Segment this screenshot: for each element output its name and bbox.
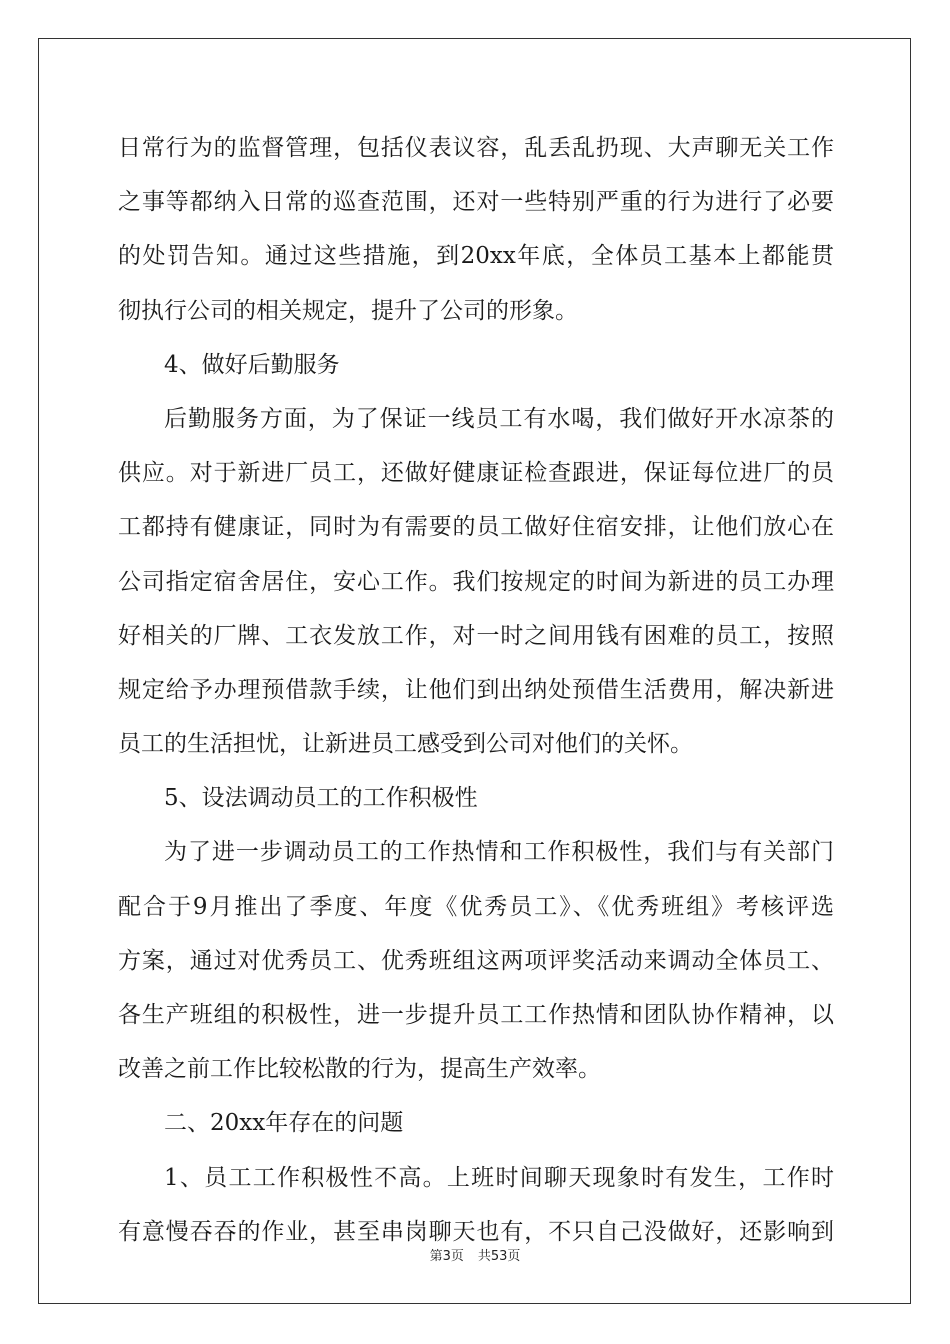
document-body xyxy=(118,121,834,1259)
text-line: 1、员工工作积极性不高。上班时间聊天现象时有发生，工作时 xyxy=(164,1164,834,1191)
paragraph xyxy=(118,1096,834,1150)
text-line: 好相关的厂牌、工衣发放工作，对一时之间用钱有困难的员工，按照 xyxy=(118,622,834,649)
text-line: 工都持有健康证，同时为有需要的员工做好住宿安排，让他们放心在 xyxy=(118,514,834,541)
text-line: 日常行为的监督管理，包括仪表议容，乱丢乱扔现、大声聊无关工作 xyxy=(118,135,834,161)
text-line: 公司指定宿舍居住，安心工作。我们按规定的时间为新进的员工办理 xyxy=(118,568,834,595)
paragraph xyxy=(118,771,834,825)
text-line: 配合于9月推出了季度、年度《优秀员工》、《优秀班组》考核评选 xyxy=(118,893,834,920)
text-line: 各生产班组的积极性，进一步提升员工工作热情和团队协作精神，以 xyxy=(118,1002,834,1028)
page-footer xyxy=(0,1245,950,1264)
page-number: 第3页 xyxy=(429,1249,464,1264)
text-line: 规定给予办理预借款手续，让他们到出纳处预借生活费用，解决新进 xyxy=(118,676,834,703)
text-line: 为了进一步调动员工的工作热情和工作积极性，我们与有关部门 xyxy=(164,839,834,866)
paragraph xyxy=(118,825,834,1096)
text-line: 供应。对于新进厂员工，还做好健康证检查跟进，保证每位进厂的员 xyxy=(118,460,834,487)
text-line: 有意慢吞吞的作业，甚至串岗聊天也有，不只自己没做好，还影响到 xyxy=(118,1218,834,1245)
paragraph xyxy=(118,121,834,338)
paragraph xyxy=(118,338,834,392)
paragraph xyxy=(118,1151,834,1259)
paragraph xyxy=(118,392,834,771)
text-line: 的处罚告知。通过这些措施，到20xx年底，全体员工基本上都能贯 xyxy=(118,243,834,270)
text-line: 5、设法调动员工的工作积极性 xyxy=(164,785,478,812)
text-line: 二、20xx年存在的问题 xyxy=(164,1110,404,1137)
text-line: 之事等都纳入日常的巡查范围，还对一些特别严重的行为进行了必要 xyxy=(118,189,834,216)
text-line: 员工的生活担忧，让新进员工感受到公司对他们的关怀。 xyxy=(118,731,693,758)
total-pages: 共53页 xyxy=(477,1249,521,1264)
text-line: 方案，通过对优秀员工、优秀班组这两项评奖活动来调动全体员工、 xyxy=(118,947,834,974)
text-line: 后勤服务方面，为了保证一线员工有水喝，我们做好开水凉茶的 xyxy=(164,405,834,432)
text-line: 彻执行公司的相关规定，提升了公司的形象。 xyxy=(118,297,578,324)
text-line: 改善之前工作比较松散的行为，提高生产效率。 xyxy=(118,1056,601,1083)
text-line: 4、做好后勤服务 xyxy=(164,351,340,378)
